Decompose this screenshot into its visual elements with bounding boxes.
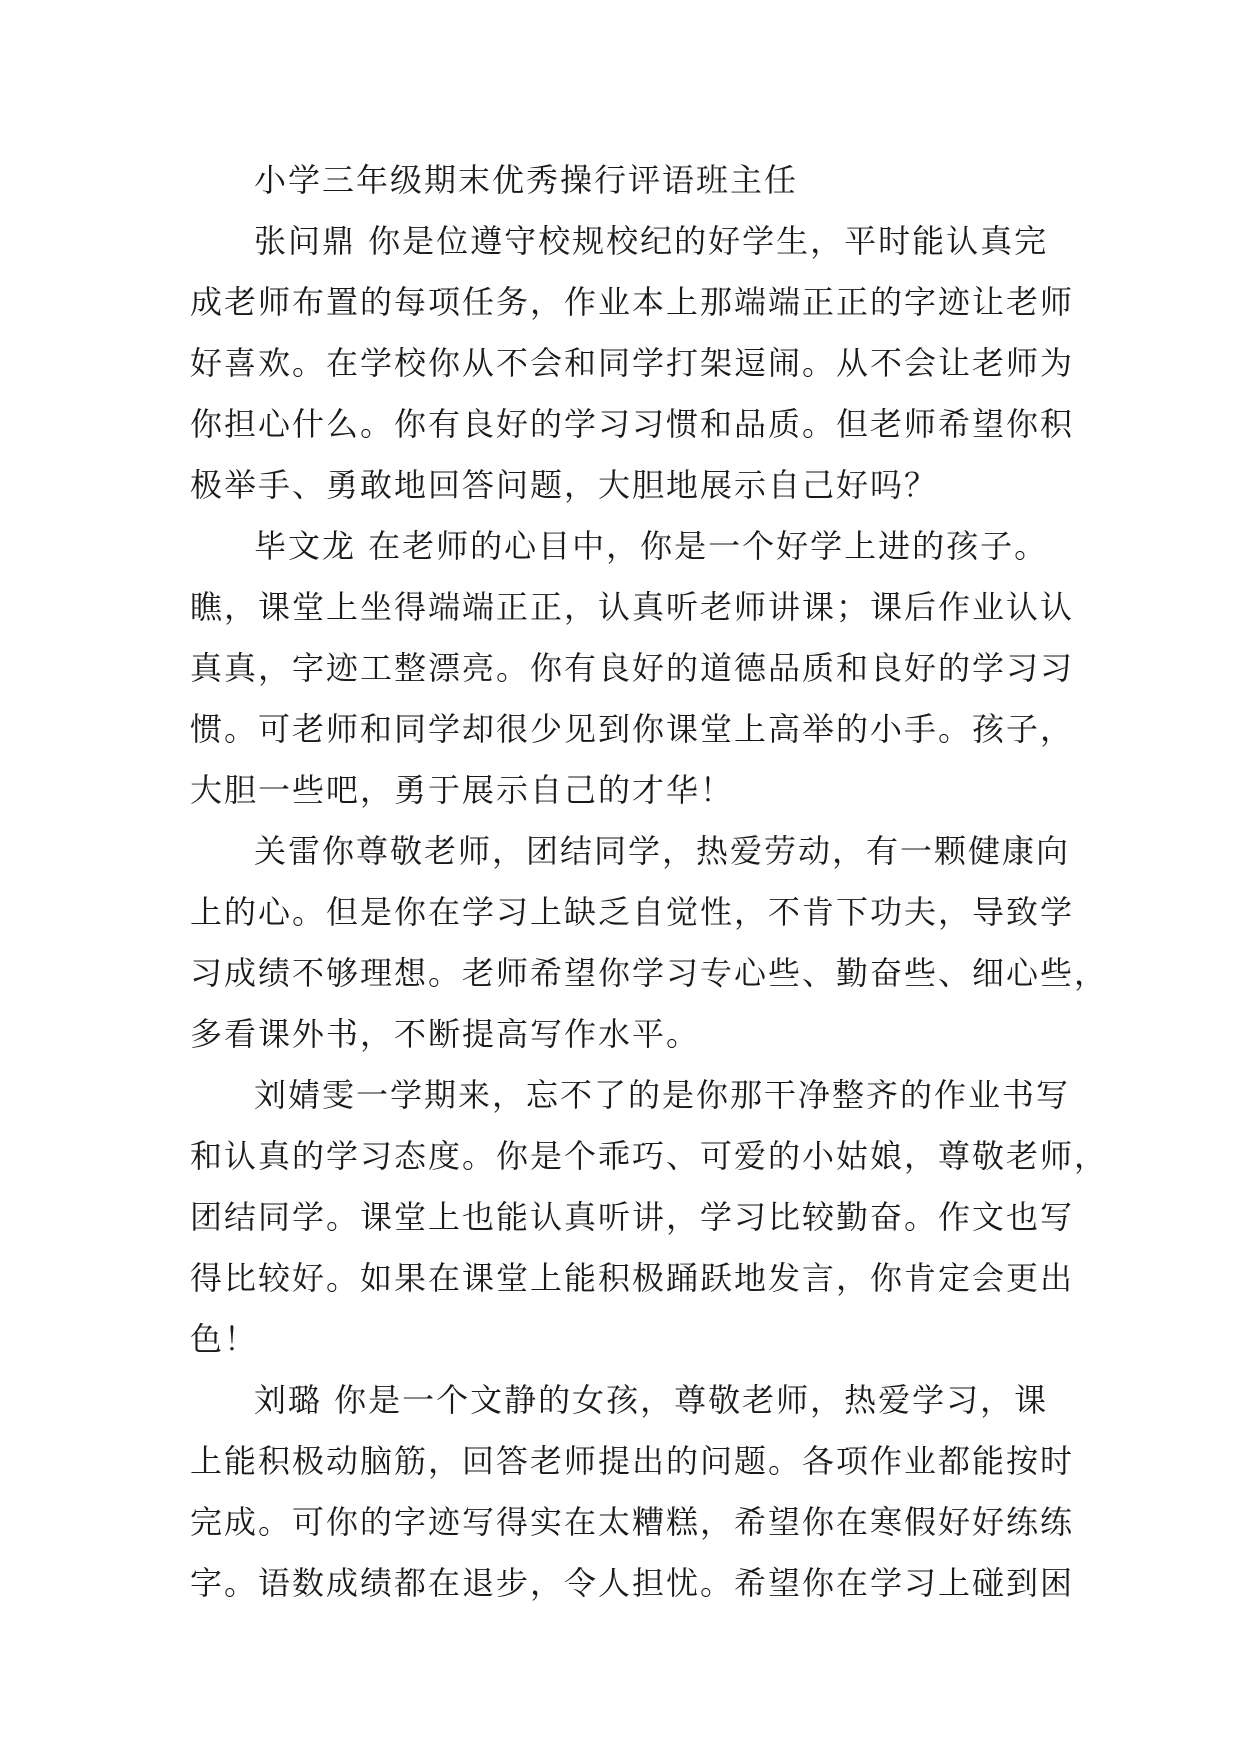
paragraph-line: 瞧，课堂上坐得端端正正，认真听老师讲课；课后作业认认 [190,588,1075,626]
paragraph-line: 毕文龙 在老师的心目中，你是一个好学上进的孩子。 [254,527,1049,565]
paragraph-line: 和认真的学习态度。你是个乖巧、可爱的小姑娘，尊敬老师， [190,1137,1109,1175]
document-page [190,150,1109,1614]
paragraph-zhang-wending [190,211,1075,516]
paragraph-liu-jingwen [190,1065,1109,1370]
paragraph-line: 极举手、勇敢地回答问题，大胆地展示自己好吗？ [190,466,939,504]
paragraph-bi-wenlong [190,516,1075,821]
paragraph-line: 真真，字迹工整漂亮。你有良好的道德品质和良好的学习习 [190,649,1075,687]
document-title: 小学三年级期末优秀操行评语班主任 [254,161,799,199]
paragraph-line: 字。语数成绩都在退步，令人担忧。希望你在学习上碰到困 [190,1564,1075,1602]
paragraph-line: 张问鼎 你是位遵守校规校纪的好学生，平时能认真完 [254,222,1049,260]
paragraph-line: 上能积极动脑筋，回答老师提出的问题。各项作业都能按时 [190,1442,1075,1480]
paragraph-line: 成老师布置的每项任务，作业本上那端端正正的字迹让老师 [190,283,1075,321]
paragraph-line: 刘婧雯一学期来，忘不了的是你那干净整齐的作业书写 [254,1076,1071,1114]
paragraph-line: 完成。可你的字迹写得实在太糟糕，希望你在寒假好好练练 [190,1503,1075,1541]
paragraph-guan-lei [190,821,1109,1065]
paragraph-line: 好喜欢。在学校你从不会和同学打架逗闹。从不会让老师为 [190,344,1075,382]
paragraph-line: 关雷你尊敬老师，团结同学，热爱劳动，有一颗健康向 [254,832,1071,870]
paragraph-line: 习成绩不够理想。老师希望你学习专心些、勤奋些、细心些， [190,954,1109,992]
paragraph-line: 大胆一些吧，勇于展示自己的才华！ [190,771,735,809]
paragraph-line: 团结同学。课堂上也能认真听讲，学习比较勤奋。作文也写 [190,1198,1075,1236]
paragraph-liu-lu [190,1370,1075,1614]
paragraph-line: 你担心什么。你有良好的学习习惯和品质。但老师希望你积 [190,405,1075,443]
paragraph-line: 惯。可老师和同学却很少见到你课堂上高举的小手。孩子， [190,710,1075,748]
paragraph-line: 刘璐 你是一个文静的女孩，尊敬老师，热爱学习，课 [254,1381,1049,1419]
paragraph-line: 得比较好。如果在课堂上能积极踊跃地发言，你肯定会更出 [190,1259,1075,1297]
paragraph-line: 色！ [190,1320,259,1358]
paragraph-line: 多看课外书，不断提高写作水平。 [190,1015,701,1053]
paragraph-line: 上的心。但是你在学习上缺乏自觉性，不肯下功夫，导致学 [190,893,1075,931]
